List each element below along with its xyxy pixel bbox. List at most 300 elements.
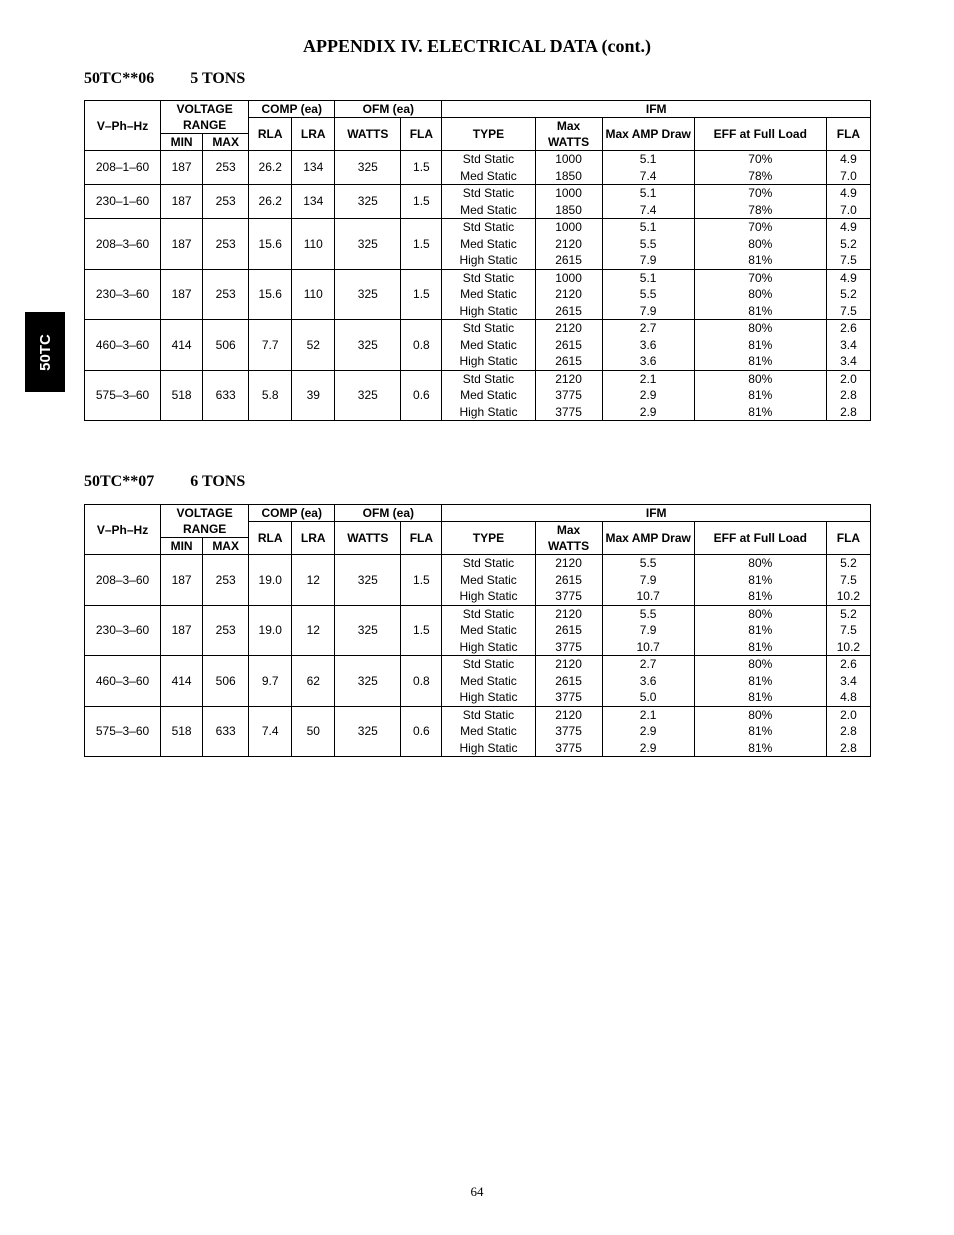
cell-vph: 575–3–60 [85, 706, 161, 757]
cell-ifm-max-amp [602, 185, 694, 219]
ifm-max-watts-value: 2615 [555, 673, 582, 688]
table-row [85, 706, 871, 757]
ifm-type-value: High Static [459, 404, 518, 419]
ifm-max-watts-value: 2120 [555, 321, 582, 335]
cell-fla: 1.5 [401, 219, 442, 270]
ifm-type-value: Std Static [462, 321, 515, 335]
cell-vph: 230–3–60 [85, 605, 161, 656]
ifm-max-amp-value: 3.6 [639, 673, 657, 688]
cell-vph: 230–3–60 [85, 269, 161, 320]
cell-ifm-fla [826, 555, 870, 606]
table-row [85, 605, 871, 656]
cell-vph: 230–1–60 [85, 185, 161, 219]
ifm-type-value: High Static [459, 690, 518, 704]
ifm-max-amp-value: 7.9 [639, 303, 657, 318]
ifm-type-value: Med Static [460, 287, 517, 301]
cell-min: 187 [161, 605, 203, 656]
ifm-max-watts-value: 3775 [555, 724, 582, 738]
cell-min: 414 [161, 320, 203, 371]
cell-watts: 325 [335, 219, 401, 270]
ifm-type-value: High Static [459, 639, 518, 654]
cell-fla: 1.5 [401, 185, 442, 219]
ifm-max-watts-value: 2120 [555, 287, 582, 301]
ifm-type-value: High Static [459, 740, 518, 755]
cell-watts: 325 [335, 555, 401, 606]
header-comp: COMP (ea) [249, 505, 335, 522]
ifm-max-watts-value: 1850 [555, 168, 582, 183]
ifm-eff-value: 80% [748, 707, 773, 722]
cell-watts: 325 [335, 151, 401, 185]
ifm-fla-value: 4.9 [840, 152, 857, 166]
ifm-eff-value: 80% [748, 371, 773, 386]
ifm-max-watts-value: 2615 [555, 337, 582, 352]
ifm-type-value: Med Static [460, 337, 517, 352]
ifm-fla-value: 7.5 [840, 572, 857, 587]
cell-fla: 0.8 [401, 320, 442, 371]
ifm-fla-value: 10.2 [836, 589, 861, 603]
cell-lra: 110 [292, 269, 335, 320]
table-body [85, 151, 871, 421]
ifm-eff-value: 70% [748, 152, 773, 166]
ifm-max-amp-value: 2.9 [639, 404, 657, 419]
cell-ifm-type [442, 219, 535, 270]
cell-ifm-max-watts [535, 269, 602, 320]
cell-watts: 325 [335, 185, 401, 219]
ifm-fla-value: 7.0 [840, 168, 857, 183]
ifm-type-value: High Static [459, 303, 518, 318]
ifm-max-amp-value: 7.9 [639, 253, 657, 267]
header-max-watts: Max WATTS [535, 118, 602, 151]
ifm-eff-value: 81% [748, 303, 773, 318]
ifm-max-amp-value: 2.1 [639, 371, 657, 386]
header-voltage-range: VOLTAGE RANGE [161, 101, 249, 134]
ifm-max-amp-value: 3.6 [639, 337, 657, 352]
ifm-max-amp-value: 2.7 [639, 321, 657, 335]
ifm-fla-value: 2.8 [840, 404, 857, 419]
ifm-fla-value: 4.9 [840, 220, 857, 234]
ifm-eff-value: 70% [748, 270, 773, 285]
ifm-max-watts-value: 3775 [555, 740, 582, 755]
header-rla: RLA [249, 118, 292, 151]
cell-min: 414 [161, 656, 203, 707]
ifm-eff-value: 70% [748, 220, 773, 234]
ifm-eff-value: 81% [748, 337, 773, 352]
cell-ifm-eff [694, 151, 826, 185]
side-tab-label: 50TC [36, 333, 54, 371]
cell-min: 518 [161, 706, 203, 757]
ifm-fla-value: 2.6 [840, 321, 857, 335]
cell-fla: 0.8 [401, 656, 442, 707]
header-min: MIN [161, 538, 203, 555]
cell-lra: 134 [292, 151, 335, 185]
ifm-max-watts-value: 1000 [555, 220, 582, 234]
cell-fla: 1.5 [401, 269, 442, 320]
cell-fla: 0.6 [401, 706, 442, 757]
cell-vph: 575–3–60 [85, 370, 161, 421]
table-row [85, 269, 871, 320]
table-row [85, 370, 871, 421]
cell-min: 187 [161, 269, 203, 320]
ifm-max-watts-value: 2615 [555, 354, 582, 368]
ifm-max-amp-value: 5.5 [639, 236, 657, 251]
ifm-eff-value: 81% [748, 740, 773, 755]
cell-lra: 52 [292, 320, 335, 371]
header-vph: V–Ph–Hz [85, 101, 161, 151]
ifm-eff-value: 80% [748, 287, 773, 301]
header-max-amp: Max AMP Draw [602, 522, 694, 555]
ifm-type-value: Std Static [462, 270, 515, 285]
ifm-fla-value: 2.8 [840, 388, 857, 402]
header-watts: WATTS [335, 522, 401, 555]
cell-lra: 12 [292, 555, 335, 606]
table-row [85, 555, 871, 606]
ifm-max-amp-value: 5.5 [639, 556, 657, 570]
ifm-max-watts-value: 2120 [555, 657, 582, 671]
ifm-fla-value: 5.2 [840, 606, 857, 621]
ifm-max-amp-value: 2.9 [639, 724, 657, 738]
ifm-fla-value: 2.8 [840, 740, 857, 755]
cell-ifm-fla [826, 269, 870, 320]
ifm-max-watts-value: 2615 [555, 572, 582, 587]
cell-rla: 26.2 [249, 185, 292, 219]
cell-ifm-max-amp [602, 219, 694, 270]
cell-lra: 50 [292, 706, 335, 757]
cell-ifm-type [442, 555, 535, 606]
cell-ifm-max-watts [535, 370, 602, 421]
cell-max: 253 [203, 219, 249, 270]
ifm-eff-value: 81% [748, 673, 773, 688]
ifm-type-value: Std Static [462, 186, 515, 200]
cell-ifm-eff [694, 370, 826, 421]
tons-label: 5 TONS [190, 70, 246, 87]
cell-lra: 134 [292, 185, 335, 219]
cell-ifm-max-watts [535, 706, 602, 757]
ifm-max-amp-value: 7.9 [639, 572, 657, 587]
cell-ifm-max-amp [602, 555, 694, 606]
ifm-fla-value: 2.0 [840, 371, 857, 386]
ifm-fla-value: 7.5 [840, 623, 857, 637]
header-min: MIN [161, 134, 203, 151]
ifm-type-value: Std Static [462, 707, 515, 722]
header-max: MAX [203, 134, 249, 151]
ifm-eff-value: 80% [748, 321, 773, 335]
header-comp: COMP (ea) [249, 101, 335, 118]
cell-max: 253 [203, 605, 249, 656]
ifm-type-value: Std Static [462, 556, 515, 570]
table-row [85, 656, 871, 707]
header-max-amp: Max AMP Draw [602, 118, 694, 151]
cell-max: 633 [203, 370, 249, 421]
ifm-max-amp-value: 3.6 [639, 354, 657, 368]
header-type: TYPE [442, 522, 535, 555]
ifm-type-value: Med Static [460, 572, 517, 587]
cell-fla: 0.6 [401, 370, 442, 421]
ifm-fla-value: 4.9 [840, 270, 857, 285]
cell-max: 253 [203, 185, 249, 219]
cell-fla: 1.5 [401, 555, 442, 606]
ifm-max-amp-value: 2.1 [639, 707, 657, 722]
header-lra: LRA [292, 522, 335, 555]
ifm-type-value: Med Static [460, 673, 517, 688]
cell-ifm-max-amp [602, 706, 694, 757]
ifm-fla-value: 7.5 [840, 303, 857, 318]
ifm-max-amp-value: 5.1 [639, 152, 657, 166]
ifm-fla-value: 5.2 [840, 556, 857, 570]
cell-ifm-type [442, 151, 535, 185]
ifm-max-amp-value: 5.1 [639, 186, 657, 200]
cell-max: 633 [203, 706, 249, 757]
cell-rla: 15.6 [249, 269, 292, 320]
cell-min: 187 [161, 219, 203, 270]
ifm-eff-value: 81% [748, 690, 773, 704]
cell-ifm-fla [826, 151, 870, 185]
header-lra: LRA [292, 118, 335, 151]
header-type: TYPE [442, 118, 535, 151]
header-ofm: OFM (ea) [335, 101, 442, 118]
ifm-eff-value: 81% [748, 589, 773, 603]
cell-ifm-max-watts [535, 185, 602, 219]
cell-ifm-eff [694, 555, 826, 606]
cell-watts: 325 [335, 605, 401, 656]
model-label: 50TC**07 [84, 473, 155, 490]
cell-ifm-eff [694, 269, 826, 320]
ifm-max-watts-value: 1000 [555, 152, 582, 166]
header-watts: WATTS [335, 118, 401, 151]
ifm-fla-value: 5.2 [840, 236, 857, 251]
header-fla: FLA [401, 118, 442, 151]
ifm-max-watts-value: 3775 [555, 589, 582, 603]
header-ifm-fla: FLA [826, 522, 870, 555]
ifm-max-watts-value: 2120 [555, 371, 582, 386]
table-row [85, 320, 871, 371]
cell-rla: 7.7 [249, 320, 292, 371]
ifm-eff-value: 81% [748, 639, 773, 654]
ifm-eff-value: 81% [748, 354, 773, 368]
cell-lra: 12 [292, 605, 335, 656]
ifm-max-amp-value: 10.7 [636, 639, 660, 654]
cell-ifm-max-amp [602, 605, 694, 656]
ifm-fla-value: 4.9 [840, 186, 857, 200]
ifm-fla-value: 2.8 [840, 724, 857, 738]
ifm-eff-value: 80% [748, 657, 773, 671]
ifm-type-value: Std Static [462, 606, 515, 621]
electrical-data-table [84, 504, 871, 757]
ifm-eff-value: 81% [748, 388, 773, 402]
ifm-type-value: Med Static [460, 202, 517, 217]
cell-ifm-max-amp [602, 656, 694, 707]
cell-ifm-eff [694, 605, 826, 656]
header-fla: FLA [401, 522, 442, 555]
ifm-eff-value: 78% [748, 202, 773, 217]
section-heading [84, 473, 245, 491]
cell-ifm-fla [826, 370, 870, 421]
cell-watts: 325 [335, 656, 401, 707]
ifm-eff-value: 81% [748, 724, 773, 738]
ifm-max-watts-value: 2615 [555, 303, 582, 318]
ifm-max-amp-value: 5.5 [639, 287, 657, 301]
ifm-max-watts-value: 1850 [555, 202, 582, 217]
cell-max: 506 [203, 320, 249, 371]
cell-ifm-fla [826, 219, 870, 270]
ifm-eff-value: 78% [748, 168, 773, 183]
ifm-eff-value: 81% [748, 623, 773, 637]
cell-rla: 26.2 [249, 151, 292, 185]
header-vph: V–Ph–Hz [85, 505, 161, 555]
ifm-fla-value: 2.6 [840, 657, 857, 671]
ifm-eff-value: 81% [748, 404, 773, 419]
ifm-fla-value: 5.2 [840, 287, 857, 301]
ifm-max-watts-value: 2120 [555, 556, 582, 570]
ifm-max-amp-value: 10.7 [636, 589, 660, 603]
cell-watts: 325 [335, 706, 401, 757]
cell-vph: 460–3–60 [85, 320, 161, 371]
cell-ifm-eff [694, 219, 826, 270]
cell-ifm-max-watts [535, 151, 602, 185]
ifm-max-amp-value: 5.1 [639, 270, 657, 285]
header-ifm: IFM [442, 101, 871, 118]
header-voltage-range: VOLTAGE RANGE [161, 505, 249, 538]
cell-ifm-type [442, 706, 535, 757]
cell-ifm-fla [826, 656, 870, 707]
cell-rla: 19.0 [249, 555, 292, 606]
cell-ifm-type [442, 370, 535, 421]
ifm-type-value: High Static [459, 354, 518, 368]
ifm-max-amp-value: 2.9 [639, 740, 657, 755]
header-ofm: OFM (ea) [335, 505, 442, 522]
ifm-type-value: Med Static [460, 236, 517, 251]
cell-lra: 62 [292, 656, 335, 707]
ifm-type-value: Med Static [460, 623, 517, 637]
header-rla: RLA [249, 522, 292, 555]
ifm-max-watts-value: 2120 [555, 236, 582, 251]
page-title: APPENDIX IV. ELECTRICAL DATA (cont.) [302, 36, 652, 56]
ifm-max-amp-value: 7.4 [639, 168, 657, 183]
cell-rla: 19.0 [249, 605, 292, 656]
ifm-fla-value: 10.2 [836, 639, 861, 654]
ifm-type-value: Std Static [462, 220, 515, 234]
ifm-eff-value: 80% [748, 236, 773, 251]
header-max: MAX [203, 538, 249, 555]
table-row [85, 151, 871, 185]
cell-ifm-eff [694, 320, 826, 371]
ifm-eff-value: 80% [748, 556, 773, 570]
ifm-max-amp-value: 5.5 [639, 606, 657, 621]
cell-watts: 325 [335, 269, 401, 320]
ifm-max-watts-value: 3775 [555, 639, 582, 654]
electrical-data-table [84, 100, 871, 421]
cell-vph: 208–3–60 [85, 219, 161, 270]
ifm-max-amp-value: 5.1 [639, 220, 657, 234]
cell-max: 253 [203, 555, 249, 606]
ifm-max-watts-value: 3775 [555, 388, 582, 402]
ifm-eff-value: 81% [748, 253, 773, 267]
header-ifm: IFM [442, 505, 871, 522]
ifm-fla-value: 2.0 [840, 707, 857, 722]
cell-ifm-type [442, 269, 535, 320]
cell-ifm-max-watts [535, 219, 602, 270]
header-eff: EFF at Full Load [694, 522, 826, 555]
ifm-max-watts-value: 1000 [555, 270, 582, 285]
ifm-eff-value: 80% [748, 606, 773, 621]
cell-ifm-max-amp [602, 151, 694, 185]
ifm-fla-value: 7.0 [840, 202, 857, 217]
cell-ifm-max-amp [602, 320, 694, 371]
ifm-type-value: Med Static [460, 168, 517, 183]
ifm-type-value: Std Static [462, 657, 515, 671]
cell-lra: 110 [292, 219, 335, 270]
side-tab [25, 312, 65, 392]
model-label: 50TC**06 [84, 70, 155, 87]
ifm-max-amp-value: 2.9 [639, 388, 657, 402]
ifm-fla-value: 4.8 [840, 690, 857, 704]
header-max-watts: Max WATTS [535, 522, 602, 555]
ifm-max-amp-value: 5.0 [639, 690, 657, 704]
ifm-fla-value: 3.4 [840, 673, 857, 688]
cell-max: 253 [203, 151, 249, 185]
cell-ifm-max-watts [535, 605, 602, 656]
cell-max: 506 [203, 656, 249, 707]
page-number: 64 [470, 1184, 484, 1199]
ifm-max-watts-value: 2120 [555, 707, 582, 722]
cell-rla: 9.7 [249, 656, 292, 707]
cell-ifm-eff [694, 185, 826, 219]
cell-ifm-max-watts [535, 320, 602, 371]
ifm-type-value: Std Static [462, 152, 515, 166]
cell-min: 518 [161, 370, 203, 421]
ifm-max-amp-value: 7.4 [639, 202, 657, 217]
cell-ifm-fla [826, 185, 870, 219]
cell-ifm-max-watts [535, 656, 602, 707]
cell-ifm-max-watts [535, 555, 602, 606]
cell-min: 187 [161, 555, 203, 606]
cell-vph: 460–3–60 [85, 656, 161, 707]
section-heading [84, 70, 245, 88]
cell-vph: 208–1–60 [85, 151, 161, 185]
cell-rla: 5.8 [249, 370, 292, 421]
cell-max: 253 [203, 269, 249, 320]
cell-min: 187 [161, 185, 203, 219]
cell-min: 187 [161, 151, 203, 185]
cell-ifm-fla [826, 605, 870, 656]
ifm-max-amp-value: 2.7 [639, 657, 657, 671]
cell-fla: 1.5 [401, 151, 442, 185]
ifm-type-value: Med Static [460, 724, 517, 738]
cell-lra: 39 [292, 370, 335, 421]
cell-rla: 15.6 [249, 219, 292, 270]
cell-vph: 208–3–60 [85, 555, 161, 606]
table-row [85, 185, 871, 219]
cell-watts: 325 [335, 370, 401, 421]
cell-watts: 325 [335, 320, 401, 371]
ifm-max-watts-value: 1000 [555, 186, 582, 200]
ifm-max-watts-value: 2615 [555, 623, 582, 637]
ifm-max-watts-value: 3775 [555, 404, 582, 419]
ifm-max-watts-value: 2615 [555, 253, 582, 267]
header-eff: EFF at Full Load [694, 118, 826, 151]
table-row [85, 219, 871, 270]
cell-fla: 1.5 [401, 605, 442, 656]
ifm-type-value: High Static [459, 589, 518, 603]
ifm-type-value: Std Static [462, 371, 515, 386]
cell-ifm-type [442, 605, 535, 656]
ifm-max-watts-value: 2120 [555, 606, 582, 621]
cell-ifm-type [442, 656, 535, 707]
cell-ifm-type [442, 185, 535, 219]
ifm-eff-value: 81% [748, 572, 773, 587]
tons-label: 6 TONS [190, 473, 246, 490]
table-body [85, 555, 871, 757]
cell-ifm-fla [826, 320, 870, 371]
